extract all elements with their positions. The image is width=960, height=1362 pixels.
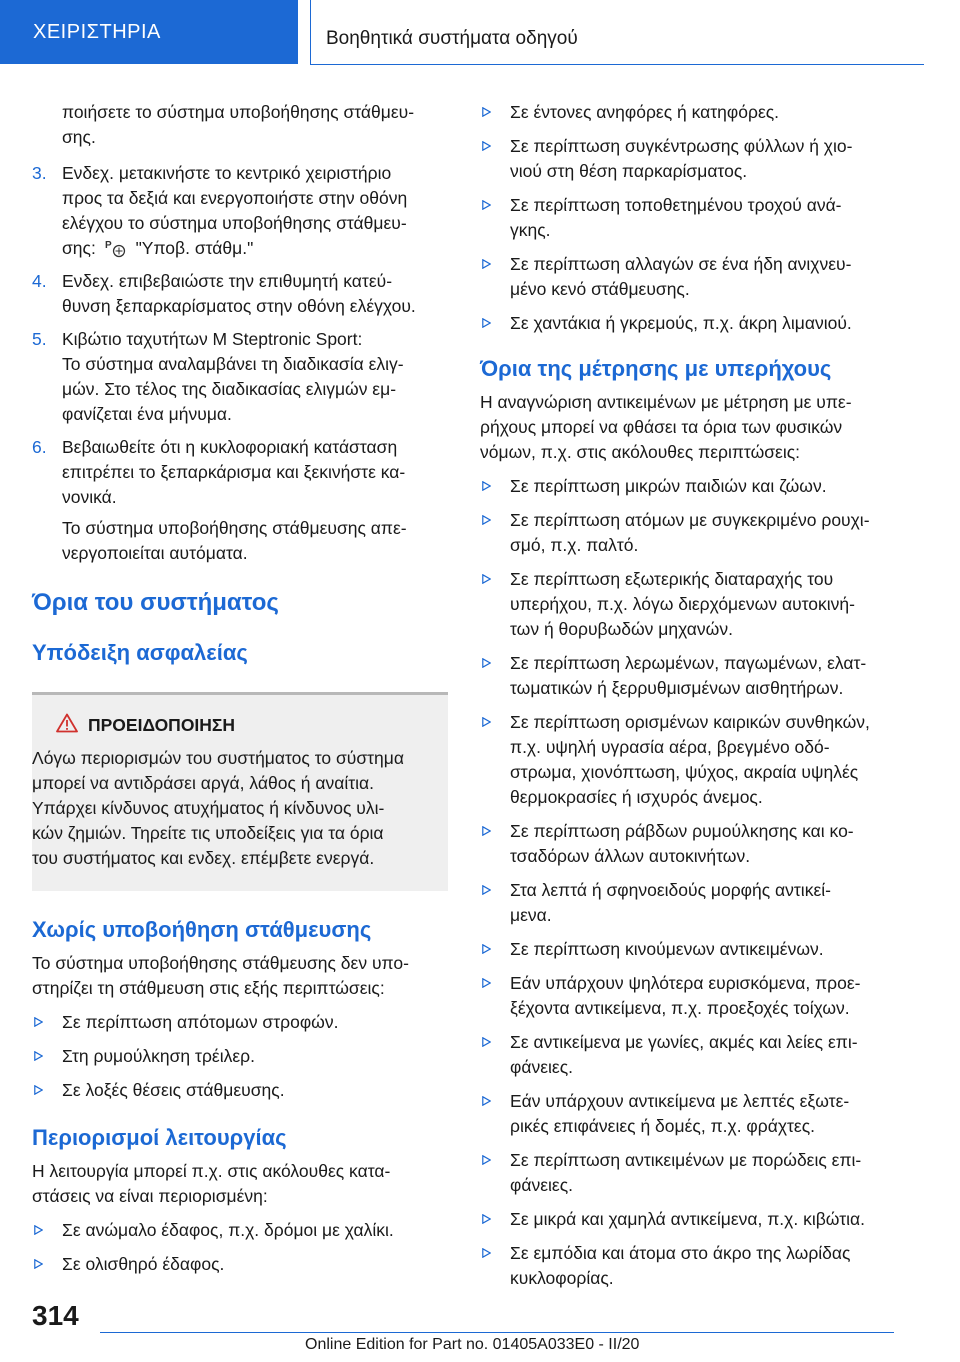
parking-assistant-icon: [101, 238, 131, 258]
list-item: [480, 651, 896, 701]
list-item-line: των ή θορυβωδών μηχανών.: [510, 619, 733, 639]
list-item: [480, 567, 896, 642]
list-item-line: τωματικών ή ξερρυθμισμένων αισθητήρων.: [510, 678, 844, 698]
right-column: [480, 100, 896, 1291]
triangle-bullet-icon: [34, 1225, 43, 1235]
step-line: [32, 460, 448, 485]
list-item-line: Σε εμπόδια και άτομα στο άκρο της λωρίδας: [510, 1243, 851, 1263]
triangle-bullet-icon: [34, 1051, 43, 1061]
list-item: [480, 1030, 896, 1080]
body-line: στηρίζει τη στάθμευση στις εξής περιπτώσεις:: [32, 978, 385, 998]
body-line: στάσεις να είναι περιορισμένη:: [32, 1186, 268, 1206]
header-divider: [310, 0, 311, 64]
list-item-line: κυκλοφορίας.: [510, 1268, 614, 1288]
list-item-line: Σε περίπτωση ράβδων ρυμούλκησης και κο-: [510, 821, 854, 841]
triangle-bullet-icon: [482, 574, 491, 584]
warning-line: κών ζημιών. Τηρείτε τις υποδείξεις για τα όρια: [32, 823, 384, 843]
body-line: νόμων, π.χ. στις ακόλουθες περιπτώσεις:: [480, 442, 801, 462]
list-item-line: Εάν υπάρχουν ψηλότερα ευρισκόμενα, προε-: [510, 973, 861, 993]
warning-line: Υπάρχει κίνδυνος ατυχήματος ή κίνδυνος υλι-: [32, 798, 385, 818]
bullet-list: [32, 1010, 448, 1103]
step-text: μών. Στο τέλος της διαδικασίας ελιγμών εμ-: [62, 379, 397, 399]
triangle-bullet-icon: [482, 885, 491, 895]
triangle-bullet-icon: [482, 481, 491, 491]
step-text: Βεβαιωθείτε ότι η κυκλοφοριακή κατάσταση: [62, 437, 398, 457]
list-item: [480, 710, 896, 810]
list-item: [480, 1148, 896, 1198]
triangle-bullet-icon: [482, 717, 491, 727]
step-line: [32, 327, 448, 352]
triangle-bullet-icon: [482, 200, 491, 210]
intro-paragraph: [32, 951, 448, 1001]
triangle-bullet-icon: [482, 978, 491, 988]
body-line: ρήχους μπορεί να φθάσει τα όρια των φυσικών: [480, 417, 843, 437]
list-item-line: Σε λοξές θέσεις στάθμευσης.: [62, 1080, 285, 1100]
bullet-list: [480, 100, 896, 336]
list-item-line: Εάν υπάρχουν αντικείμενα με λεπτές εξωτε-: [510, 1091, 850, 1111]
step-text: φανίζεται ένα μήνυμα.: [62, 404, 232, 424]
list-item-line: τσαδόρων άλλων αυτοκινήτων.: [510, 846, 751, 866]
list-item-line: υπερήχου, π.χ. λόγω διερχόμενων αυτοκινή-: [510, 594, 855, 614]
triangle-bullet-icon: [482, 318, 491, 328]
step-text: επιτρέπει το ξεπαρκάρισμα και ξεκινήστε κα-: [62, 462, 406, 482]
triangle-bullet-icon: [482, 1037, 491, 1047]
step-number: 4.: [32, 271, 47, 291]
list-item: [32, 1218, 448, 1243]
list-item-line: Σε έντονες ανηφόρες ή κατηφόρες.: [510, 102, 780, 122]
list-item-line: σμό, π.χ. παλτό.: [510, 535, 639, 555]
list-item-line: γκης.: [510, 220, 551, 240]
list-item: [480, 1241, 896, 1291]
list-item-line: ξέχοντα αντικείμενα, π.χ. προεξοχές τοίχων.: [510, 998, 850, 1018]
list-item: [480, 508, 896, 558]
step-text: νονικά.: [62, 487, 117, 507]
step-continuation: [32, 100, 448, 150]
header-section-tab: [0, 0, 298, 64]
list-item: [480, 134, 896, 184]
step-item: [32, 161, 448, 261]
list-item-line: φάνειες.: [510, 1057, 574, 1077]
left-column: [32, 100, 448, 1277]
body-line: Το σύστημα υποβοήθησης στάθμευσης δεν υπο-: [32, 953, 409, 973]
step-item: [32, 435, 448, 566]
step-text: σης:: [62, 238, 96, 258]
step-text: θυνση ξεπαρκαρίσματος στην οθόνη ελέγχου.: [62, 296, 416, 316]
list-item: [32, 1252, 448, 1277]
list-item-line: Σε περίπτωση ορισμένων καιρικών συνθηκών,: [510, 712, 870, 732]
list-item-line: θερμοκρασίες ή ισχυρός άνεμος.: [510, 787, 763, 807]
triangle-bullet-icon: [482, 141, 491, 151]
intro-paragraph: [480, 390, 896, 465]
list-item-line: Στη ρυμούλκηση τρέιλερ.: [62, 1046, 255, 1066]
list-item: [480, 100, 896, 125]
list-item-line: Σε περίπτωση μικρών παιδιών και ζώων.: [510, 476, 827, 496]
body-line: Η αναγνώριση αντικειμένων με μέτρηση με υπε-: [480, 392, 852, 412]
svg-text:P: P: [104, 240, 112, 251]
footer-edition: Online Edition for Part no. 01405A033E0 - II/20: [305, 1336, 640, 1353]
list-item-line: Σε περίπτωση λερωμένων, παγωμένων, ελατ-: [510, 653, 867, 673]
step-line: [32, 402, 448, 427]
step-number: 6.: [32, 437, 47, 457]
section-heading-limits: Όρια του συστήματος: [32, 589, 279, 616]
ultrasonic-list-wrap: [480, 474, 896, 1291]
step-line: [32, 211, 448, 236]
list-item-line: Στα λεπτά ή σφηνοειδούς μορφής αντικεί-: [510, 880, 831, 900]
step-item: [32, 327, 448, 427]
list-item-line: Σε χαντάκια ή γκρεμούς, π.χ. άκρη λιμανιού.: [510, 313, 852, 333]
list-item-line: Σε περίπτωση ατόμων με συγκεκριμένο ρουχι-: [510, 510, 870, 530]
subheading-no-assist: Χωρίς υποβοήθηση στάθμευσης: [32, 917, 372, 942]
header-underline: [310, 64, 924, 65]
warning-line: Λόγω περιορισμών του συστήματος το σύστημα: [32, 748, 404, 768]
warning-line: μπορεί να αντιδράσει αργά, λάθος ή αναίτια.: [32, 773, 374, 793]
list-item-line: μένο κενό στάθμευσης.: [510, 279, 690, 299]
list-item-line: Σε αντικείμενα με γωνίες, ακμές και λείες επι-: [510, 1032, 858, 1052]
list-item: [480, 878, 896, 928]
step-line: νεργοποιείται αυτόματα.: [62, 543, 248, 563]
subheading-function-limits: Περιορισμοί λειτουργίας: [32, 1125, 287, 1150]
warning-box: [32, 692, 448, 891]
list-item-line: νιού στη θέση παρκαρίσματος.: [510, 161, 748, 181]
step-number: 5.: [32, 329, 47, 349]
list-item-line: μενα.: [510, 905, 552, 925]
step-text: Κιβώτιο ταχυτήτων M Steptronic Sport:: [62, 329, 363, 349]
list-item: [480, 252, 896, 302]
triangle-bullet-icon: [482, 1248, 491, 1258]
triangle-bullet-icon: [482, 944, 491, 954]
step-text: Το σύστημα αναλαμβάνει τη διαδικασία ελιγ-: [62, 354, 404, 374]
step-text: Ενδεχ. μετακινήστε το κεντρικό χειριστήριο: [62, 163, 392, 183]
triangle-bullet-icon: [482, 1214, 491, 1224]
list-item-line: π.χ. υψηλή υγρασία αέρα, βρεγμένο οδό-: [510, 737, 830, 757]
warning-line: του συστήματος και ενδεχ. επέμβετε ενεργά.: [32, 848, 375, 868]
header-section-label: ΧΕΙΡΙΣΤΗΡΙΑ: [33, 20, 161, 43]
bullet-list: [32, 1218, 448, 1277]
step-text: προς τα δεξιά και ενεργοποιήστε στην οθόνη: [62, 188, 408, 208]
warning-title: [32, 713, 436, 738]
warning-text: [32, 746, 436, 871]
step-line: Το σύστημα υποβοήθησης στάθμευσης απε-: [62, 518, 407, 538]
subheading-ultrasonic-limits: Όρια της μέτρησης με υπερήχους: [480, 356, 832, 381]
warning-title-text: ΠΡΟΕΙΔΟΠΟΙΗΣΗ: [88, 715, 236, 735]
list-item: [32, 1010, 448, 1035]
list-item-line: Σε περίπτωση εξωτερικής διαταραχής του: [510, 569, 834, 589]
list-item: [480, 1089, 896, 1139]
list-item: [480, 193, 896, 243]
step-line: [32, 485, 448, 510]
triangle-bullet-icon: [482, 826, 491, 836]
footer-rule: [100, 1332, 894, 1333]
triangle-bullet-icon: [482, 658, 491, 668]
body-line: σης.: [62, 127, 96, 147]
list-item-line: Σε ολισθηρό έδαφος.: [62, 1254, 225, 1274]
list-item-line: ρικές επιφάνειες ή δομές, π.χ. φράχτες.: [510, 1116, 816, 1136]
bullet-list: [480, 474, 896, 1291]
warning-triangle-icon: [56, 713, 78, 733]
list-item-line: Σε περίπτωση συγκέντρωσης φύλλων ή χιο-: [510, 136, 853, 156]
step-text: ελέγχου το σύστημα υποβοήθησης στάθμευ-: [62, 213, 407, 233]
list-item-line: Σε περίπτωση απότομων στροφών.: [62, 1012, 339, 1032]
list-item: [480, 937, 896, 962]
page-number: 314: [32, 1300, 79, 1331]
intro-paragraph: [32, 1159, 448, 1209]
subheading-safety: Υπόδειξη ασφαλείας: [32, 640, 248, 665]
step-line: [32, 186, 448, 211]
list-item: [480, 819, 896, 869]
triangle-bullet-icon: [482, 515, 491, 525]
body-line: Η λειτουργία μπορεί π.χ. στις ακόλουθες κατα-: [32, 1161, 391, 1181]
triangle-bullet-icon: [34, 1259, 43, 1269]
step-item: [32, 269, 448, 319]
list-item: [480, 474, 896, 499]
list-item-line: Σε περίπτωση αλλαγών σε ένα ήδη ανιχνευ-: [510, 254, 852, 274]
step-text: Ενδεχ. επιβεβαιώστε την επιθυμητή κατεύ-: [62, 271, 393, 291]
list-item: [32, 1078, 448, 1103]
list-item: [480, 311, 896, 336]
list-item: [32, 1044, 448, 1069]
step-line: [32, 435, 448, 460]
step-line: [32, 294, 448, 319]
step-line: [32, 377, 448, 402]
list-item: [480, 1207, 896, 1232]
list-item-line: στρωμα, χιονόπτωση, ψύχος, ακραία υψηλές: [510, 762, 859, 782]
header-title: Βοηθητικά συστήματα οδηγού: [326, 28, 578, 49]
step-text: "Υποβ. στάθμ.": [135, 238, 254, 258]
body-line: ποιήσετε το σύστημα υποβοήθησης στάθμευ-: [62, 102, 415, 122]
list-item-line: Σε περίπτωση τοποθετημένου τροχού ανά-: [510, 195, 842, 215]
list-item-line: Σε ανώμαλο έδαφος, π.χ. δρόμοι με χαλίκι.: [62, 1220, 394, 1240]
step-line: [32, 352, 448, 377]
step-line: [32, 269, 448, 294]
list-item: [480, 971, 896, 1021]
step-line: [32, 161, 448, 186]
triangle-bullet-icon: [482, 1096, 491, 1106]
triangle-bullet-icon: [482, 1155, 491, 1165]
step-number: 3.: [32, 163, 47, 183]
step-line: [32, 236, 448, 261]
list-item-line: Σε περίπτωση κινούμενων αντικειμένων.: [510, 939, 824, 959]
list-item-line: Σε περίπτωση αντικειμένων με πορώδεις επι-: [510, 1150, 862, 1170]
list-item-line: φάνειες.: [510, 1175, 574, 1195]
triangle-bullet-icon: [482, 259, 491, 269]
triangle-bullet-icon: [34, 1085, 43, 1095]
triangle-bullet-icon: [482, 107, 491, 117]
list-item-line: Σε μικρά και χαμηλά αντικείμενα, π.χ. κιβώτια.: [510, 1209, 865, 1229]
triangle-bullet-icon: [34, 1017, 43, 1027]
